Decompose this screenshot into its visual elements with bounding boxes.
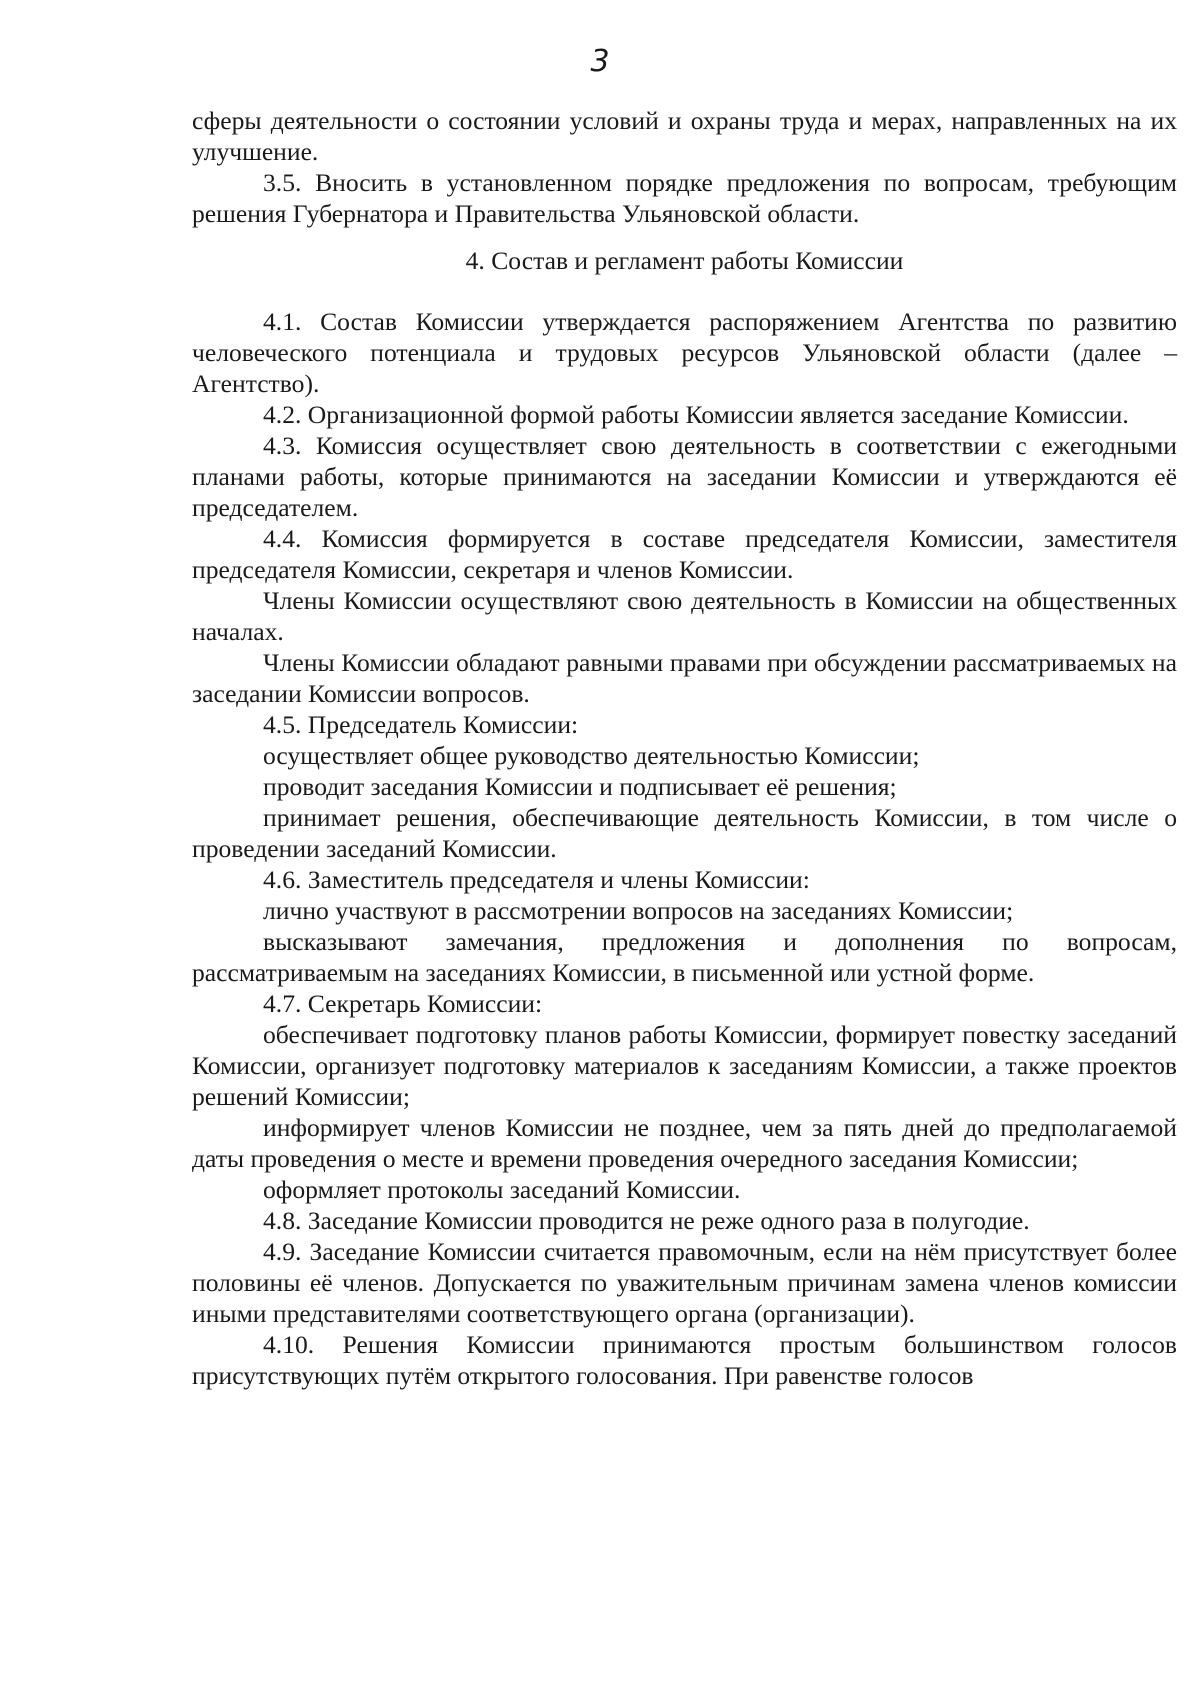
document-body	[192, 105, 1177, 1391]
page-number: 3	[590, 44, 610, 79]
paragraph-4-5: 4.5. Председатель Комиссии:	[263, 710, 579, 739]
paragraph-4-1: 4.1. Состав Комиссии утверждается распоряжением Агентства по развитию человеческого потенциала и трудовых ресурсов Ульяновской области (далее – Агентство).	[192, 307, 1177, 398]
list-item: обеспечивает подготовку планов работы Комиссии, формирует повестку заседаний Комиссии, организует подготовку материалов к заседаниям Комиссии, а также проектов решений Комиссии;	[192, 1020, 1177, 1111]
list-item: принимает решения, обеспечивающие деятельность Комиссии, в том числе о проведении заседаний Комиссии.	[192, 803, 1177, 863]
paragraph-4-7: 4.7. Секретарь Комиссии:	[263, 989, 543, 1018]
paragraph-4-8: 4.8. Заседание Комиссии проводится не реже одного раза в полугодие.	[263, 1206, 1030, 1235]
list-item: лично участвуют в рассмотрении вопросов на заседаниях Комиссии;	[263, 896, 1014, 925]
paragraph-4-10: 4.10. Решения Комиссии принимаются простым большинством голосов присутствующих путём открытого голосования. При равенстве голосов	[192, 1330, 1177, 1390]
paragraph-4-2: 4.2. Организационной формой работы Комиссии является заседание Комиссии.	[263, 400, 1129, 429]
paragraph-members-2: Члены Комиссии обладают равными правами при обсуждении рассматриваемых на заседании Комиссии вопросов.	[192, 648, 1177, 708]
paragraph-members-1: Члены Комиссии осуществляют свою деятельность в Комиссии на общественных началах.	[192, 586, 1177, 646]
list-item: высказывают замечания, предложения и дополнения по вопросам, рассматриваемым на заседаниях Комиссии, в письменной или устной форме.	[192, 927, 1177, 987]
paragraph-3-5: 3.5. Вносить в установленном порядке предложения по вопросам, требующим решения Губернатора и Правительства Ульяновской области.	[192, 168, 1177, 228]
paragraph-4-4: 4.4. Комиссия формируется в составе председателя Комиссии, заместителя председателя Комиссии, секретаря и членов Комиссии.	[192, 524, 1177, 584]
list-item: оформляет протоколы заседаний Комиссии.	[263, 1175, 741, 1204]
paragraph-continuation: сферы деятельности о состоянии условий и охраны труда и мерах, направленных на их улучшение.	[192, 106, 1177, 166]
section-heading: 4. Состав и регламент работы Комиссии	[465, 246, 904, 275]
paragraph-4-6: 4.6. Заместитель председателя и члены Комиссии:	[263, 865, 810, 894]
list-item: осуществляет общее руководство деятельностью Комиссии;	[263, 741, 920, 770]
list-item: информирует членов Комиссии не позднее, чем за пять дней до предполагаемой даты проведения о месте и времени проведения очередного заседания Комиссии;	[192, 1113, 1177, 1173]
paragraph-4-9: 4.9. Заседание Комиссии считается правомочным, если на нём присутствует более половины её членов. Допускается по уважительным причинам замена членов комиссии иными представителями соответствующего органа (организации).	[192, 1237, 1177, 1328]
paragraph-4-3: 4.3. Комиссия осуществляет свою деятельность в соответствии с ежегодными планами работы, которые принимаются на заседании Комиссии и утверждаются её председателем.	[192, 431, 1177, 522]
list-item: проводит заседания Комиссии и подписывает её решения;	[263, 772, 897, 801]
